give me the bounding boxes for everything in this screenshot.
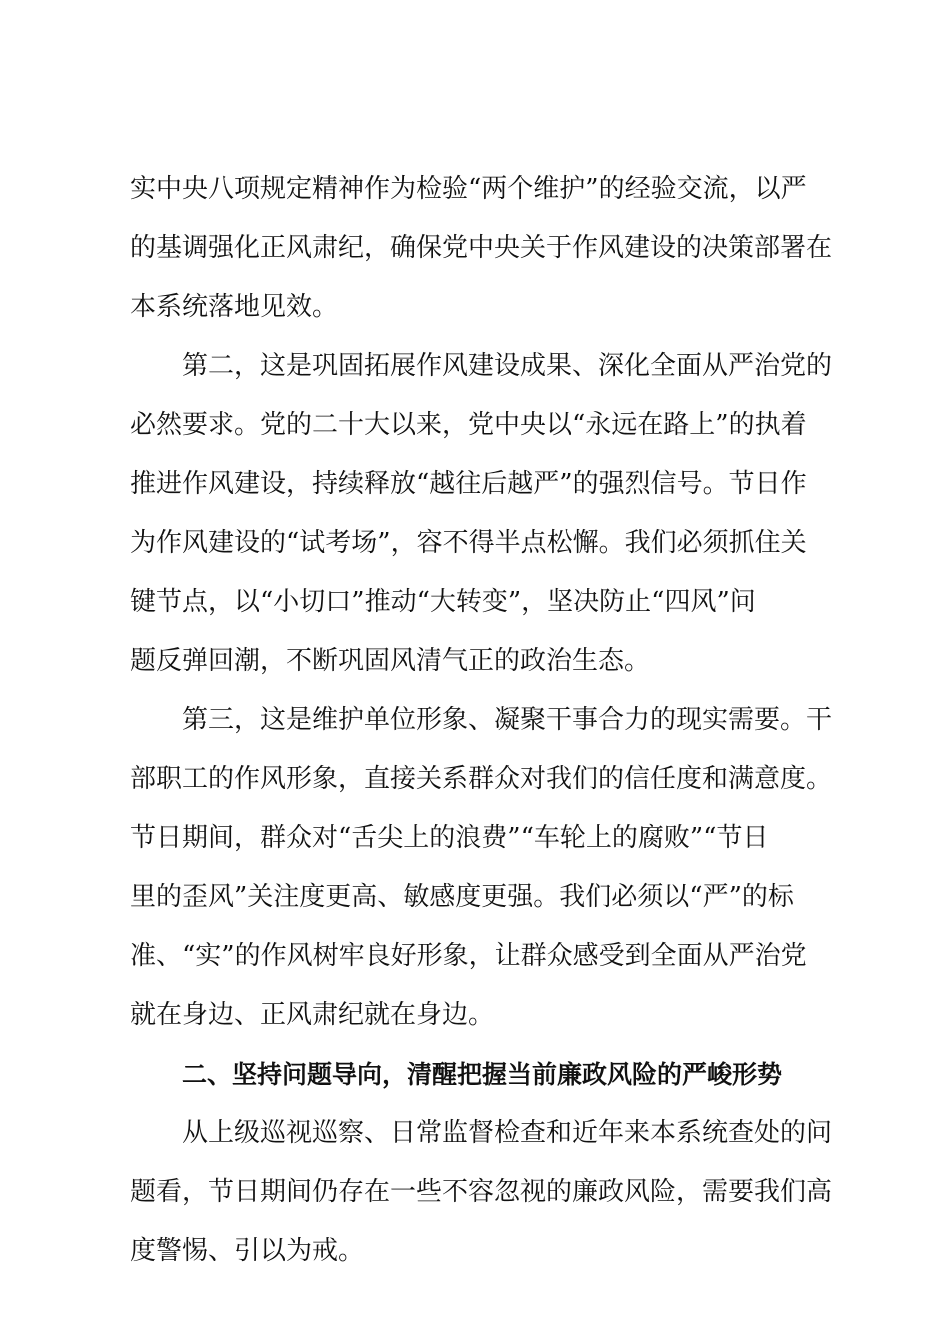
body-line: 题看，节日期间仍存在一些不容忽视的廉政风险，需要我们高 <box>130 1177 833 1207</box>
body-line: 节日期间，群众对“舌尖上的浪费”“车轮上的腐败”“节日 <box>130 823 769 853</box>
body-line: 推进作风建设，持续释放“越往后越严”的强烈信号。节日作 <box>130 469 807 499</box>
body-line: 就在身边、正风肃纪就在身边。 <box>130 1000 495 1030</box>
body-line: 部职工的作风形象，直接关系群众对我们的信任度和满意度。 <box>130 764 833 794</box>
paragraph-second-line: 第二，这是巩固拓展作风建设成果、深化全面从严治党的 <box>182 351 833 381</box>
section-heading: 二、坚持问题导向，清醒把握当前廉政风险的严峻形势 <box>182 1060 783 1089</box>
body-line: 键节点，以“小切口”推动“大转变”，坚决防止“四风”问 <box>130 587 756 617</box>
body-line: 的基调强化正风肃纪，确保党中央关于作风建设的决策部署在 <box>130 233 833 263</box>
body-line: 必然要求。党的二十大以来，党中央以“永远在路上”的执着 <box>130 410 807 440</box>
body-line: 本系统落地见效。 <box>130 292 339 322</box>
body-line: 为作风建设的“试考场”，容不得半点松懈。我们必须抓住关 <box>130 528 807 558</box>
body-line: 里的歪风”关注度更高、敏感度更强。我们必须以“严”的标 <box>130 882 794 912</box>
body-line: 实中央八项规定精神作为检验“两个维护”的经验交流，以严 <box>130 174 807 204</box>
paragraph-third-line: 第三，这是维护单位形象、凝聚干事合力的现实需要。干 <box>182 705 833 735</box>
document-body <box>130 160 833 1281</box>
body-line: 准、“实”的作风树牢良好形象，让群众感受到全面从严治党 <box>130 941 807 971</box>
paragraph-line: 从上级巡视巡察、日常监督检查和近年来本系统查处的问 <box>182 1118 833 1148</box>
body-line: 题反弹回潮，不断巩固风清气正的政治生态。 <box>130 646 651 676</box>
body-line: 度警惕、引以为戒。 <box>130 1236 365 1266</box>
